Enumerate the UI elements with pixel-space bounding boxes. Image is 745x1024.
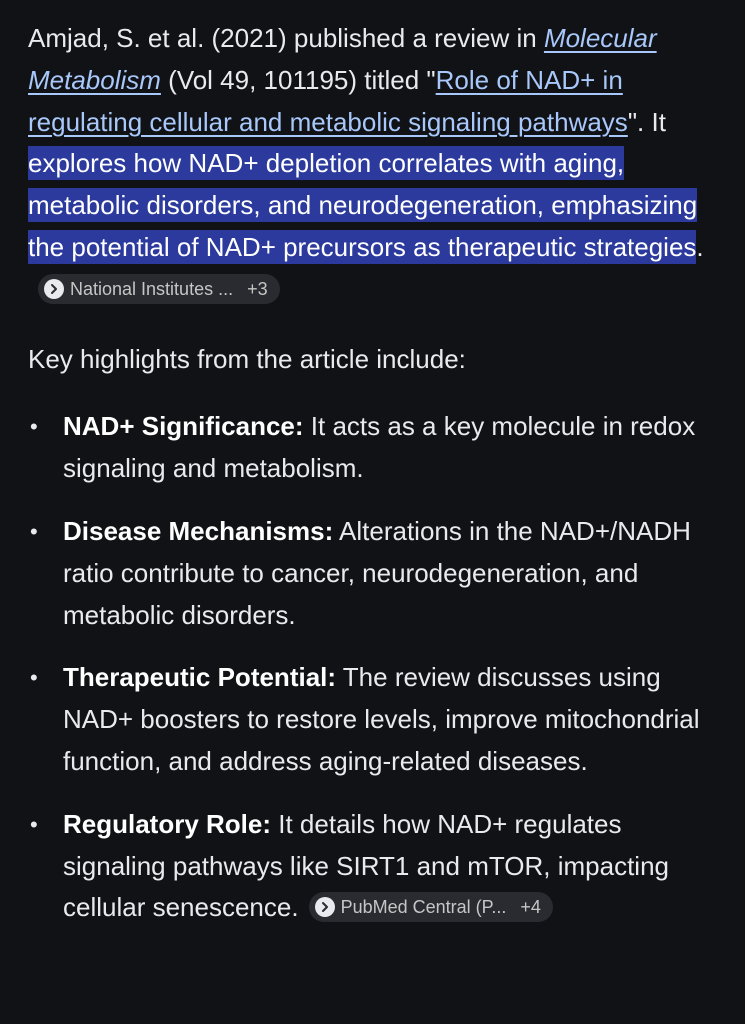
article-title-link[interactable]: Role of NAD+ in regulating cellular and metabolic signaling pathways	[28, 64, 628, 137]
citation-volume: (Vol 49, 101195) titled "	[160, 64, 436, 95]
list-item	[28, 804, 715, 929]
highlights-list	[28, 406, 715, 929]
highlight-text: It details how NAD+ regulates signaling pathways like SIRT1 and mTOR, impacting cellular senescence.	[63, 808, 669, 923]
highlight-title: Disease Mechanisms:	[63, 515, 334, 546]
bullet-icon: •	[30, 518, 38, 544]
highlight-title: Regulatory Role:	[63, 808, 272, 839]
highlight-text: It acts as a key molecule in redox signaling and metabolism.	[63, 411, 696, 484]
source-chip-label: PubMed Central (P...	[340, 897, 507, 918]
bullet-icon: •	[30, 665, 38, 691]
citation-prefix: Amjad, S. et al. (2021) published a review in	[28, 23, 544, 53]
citation-after-title: ". It	[627, 106, 666, 137]
citation-end: .	[696, 231, 704, 262]
source-chip-label: National Institutes ...	[70, 278, 234, 299]
source-chip-count: +4	[520, 897, 541, 918]
journal-link[interactable]: Molecular Metabolism	[28, 23, 657, 95]
list-item	[28, 406, 715, 490]
source-chip-nih[interactable]	[38, 274, 280, 304]
highlight-text: Alterations in the NAD+/NADH ratio contribute to cancer, neurodegeneration, and metabolic disorders.	[63, 515, 691, 630]
highlight-title: Therapeutic Potential:	[63, 662, 337, 693]
source-chip-pubmed[interactable]	[309, 892, 553, 922]
list-item	[28, 511, 715, 636]
source-chip-count: +3	[247, 278, 268, 299]
highlighted-summary[interactable]: explores how NAD+ depletion correlates with aging, metabolic disorders, and neurodegeneration, emphasizing the potential of NAD+ precursors as therapeutic strategies	[28, 148, 698, 262]
highlight-title: NAD+ Significance:	[63, 411, 304, 442]
bullet-icon: •	[30, 414, 38, 440]
citation-paragraph	[28, 18, 715, 311]
bullet-icon: •	[30, 811, 38, 837]
source-chevron-icon	[315, 897, 335, 917]
source-chevron-icon	[44, 279, 64, 299]
highlights-intro: Key highlights from the article include:	[28, 343, 466, 374]
highlight-text: The review discusses using NAD+ boosters to restore levels, improve mitochondrial function, and address aging-related diseases.	[63, 662, 700, 776]
list-item	[28, 657, 715, 782]
